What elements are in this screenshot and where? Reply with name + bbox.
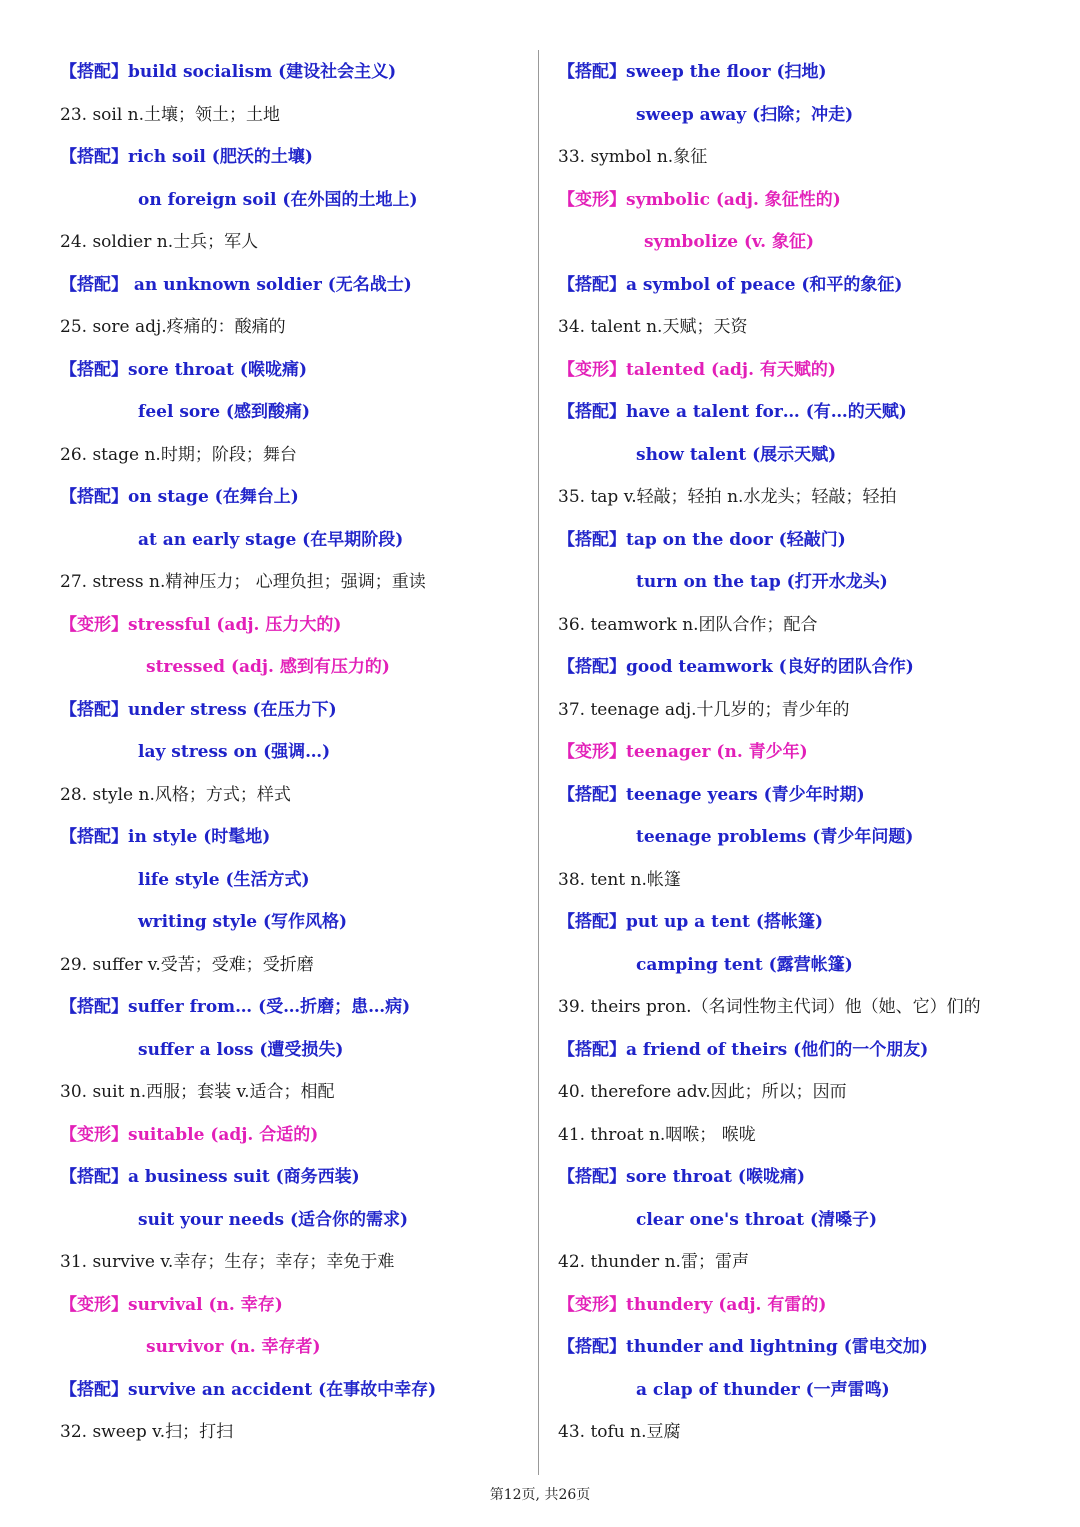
collocation-line: camping tent (露营帐篷) <box>636 954 853 975</box>
collocation-line: 【搭配】sore throat (喉咙痛) <box>558 1167 805 1187</box>
collocation-line: clear one's throat (清嗓子) <box>636 1209 878 1230</box>
vocab-entry: 42. thunder n.雷；雷声 <box>558 1252 749 1272</box>
collocation-line: 【搭配】sweep the floor (扫地) <box>558 62 827 82</box>
collocation-line: at an early stage (在早期阶段) <box>138 529 404 550</box>
vocab-entry: 41. throat n.咽喉； 喉咙 <box>558 1124 756 1145</box>
column-divider <box>538 50 539 1475</box>
left-column <box>60 51 530 1454</box>
variant-line: 【变形】suitable (adj. 合适的) <box>60 1124 319 1145</box>
collocation-line: 【搭配】on stage (在舞台上) <box>60 487 299 507</box>
collocation-line: 【搭配】tap on the door (轻敲门) <box>558 529 846 550</box>
collocation-line: sweep away (扫除；冲走) <box>636 104 854 125</box>
vocab-entry: 43. tofu n.豆腐 <box>558 1422 681 1442</box>
page-number: 第12页, 共26页 <box>489 1487 591 1503</box>
vocab-entry: 38. tent n.帐篷 <box>558 869 681 890</box>
collocation-line: 【搭配】build socialism (建设社会主义) <box>60 62 397 82</box>
collocation-line: 【搭配】a business suit (商务西装) <box>60 1167 360 1187</box>
vocab-entry: 37. teenage adj.十几岁的；青少年的 <box>558 699 850 720</box>
variant-line: 【变形】talented (adj. 有天赋的) <box>558 359 836 380</box>
collocation-line: suffer a loss (遭受损失) <box>138 1039 344 1060</box>
vocab-entry: 35. tap v.轻敲；轻拍 n.水龙头；轻敲；轻拍 <box>558 487 897 507</box>
variant-line: 【变形】stressful (adj. 压力大的) <box>60 614 342 635</box>
vocab-entry: 40. therefore adv.因此；所以；因而 <box>558 1082 847 1102</box>
variant-line: 【变形】thundery (adj. 有雷的) <box>558 1294 827 1315</box>
collocation-line: on foreign soil (在外国的土地上) <box>138 189 418 210</box>
collocation-line: 【搭配】teenage years (青少年时期) <box>558 784 865 805</box>
collocation-line: 【搭配】put up a tent (搭帐篷) <box>558 912 824 932</box>
collocation-line: 【搭配】suffer from… (受…折磨；患…病) <box>60 997 411 1017</box>
vocab-entry: 24. soldier n.士兵；军人 <box>60 232 259 252</box>
variant-line: 【变形】survival (n. 幸存) <box>60 1294 283 1315</box>
vocab-entry: 33. symbol n.象征 <box>558 147 708 167</box>
vocab-entry: 23. soil n.土壤；领土；土地 <box>60 104 281 125</box>
collocation-line: 【搭配】sore throat (喉咙痛) <box>60 359 307 380</box>
variant-line: 【变形】teenager (n. 青少年) <box>558 742 808 762</box>
collocation-line: 【搭配】under stress (在压力下) <box>60 699 337 720</box>
collocation-line: 【搭配】good teamwork (良好的团队合作) <box>558 657 914 677</box>
variant-line: stressed (adj. 感到有压力的) <box>146 657 390 677</box>
collocation-line: writing style (写作风格) <box>138 912 348 932</box>
vocab-entry: 27. stress n.精神压力； 心理负担；强调；重读 <box>60 572 426 592</box>
collocation-line: suit your needs (适合你的需求) <box>138 1209 409 1230</box>
collocation-line: 【搭配】in style (时髦地) <box>60 827 271 847</box>
collocation-line: teenage problems (青少年问题) <box>636 827 914 847</box>
vocab-entry: 26. stage n.时期；阶段；舞台 <box>60 444 297 465</box>
vocab-entry: 28. style n.风格；方式；样式 <box>60 784 291 805</box>
collocation-line: lay stress on (强调…) <box>138 742 331 762</box>
vocab-entry: 31. survive v.幸存；生存；幸存；幸免于难 <box>60 1252 395 1272</box>
collocation-line: 【搭配】survive an accident (在事故中幸存) <box>60 1379 437 1400</box>
collocation-line: 【搭配】thunder and lightning (雷电交加) <box>558 1337 928 1357</box>
right-column <box>558 51 1058 1454</box>
vocab-entry: 32. sweep v.扫；打扫 <box>60 1422 234 1442</box>
collocation-line: feel sore (感到酸痛) <box>138 402 311 422</box>
vocab-entry: 25. sore adj.疼痛的：酸痛的 <box>60 317 286 337</box>
variant-line: survivor (n. 幸存者) <box>146 1337 321 1357</box>
collocation-line: 【搭配】a symbol of peace (和平的象征) <box>558 274 903 295</box>
collocation-line: show talent (展示天赋) <box>636 444 837 465</box>
vocab-entry: 34. talent n.天赋；天资 <box>558 317 748 337</box>
collocation-line: 【搭配】have a talent for… (有…的天赋) <box>558 402 907 422</box>
collocation-line: a clap of thunder (一声雷鸣) <box>636 1379 890 1400</box>
collocation-line: 【搭配】 an unknown soldier (无名战士) <box>60 274 412 295</box>
vocab-entry: 36. teamwork n.团队合作；配合 <box>558 614 818 635</box>
collocation-line: life style (生活方式) <box>138 869 310 890</box>
variant-line: 【变形】symbolic (adj. 象征性的) <box>558 189 841 210</box>
vocab-entry: 29. suffer v.受苦；受难；受折磨 <box>60 954 314 975</box>
variant-line: symbolize (v. 象征) <box>644 232 815 252</box>
collocation-line: 【搭配】a friend of theirs (他们的一个朋友) <box>558 1039 929 1060</box>
vocab-entry: 30. suit n.西服；套装 v.适合；相配 <box>60 1082 335 1102</box>
collocation-line: turn on the tap (打开水龙头) <box>636 572 888 592</box>
vocab-entry: 39. theirs pron.（名词性物主代词）他（她、它）们的 <box>558 997 981 1017</box>
collocation-line: 【搭配】rich soil (肥沃的土壤) <box>60 147 313 167</box>
